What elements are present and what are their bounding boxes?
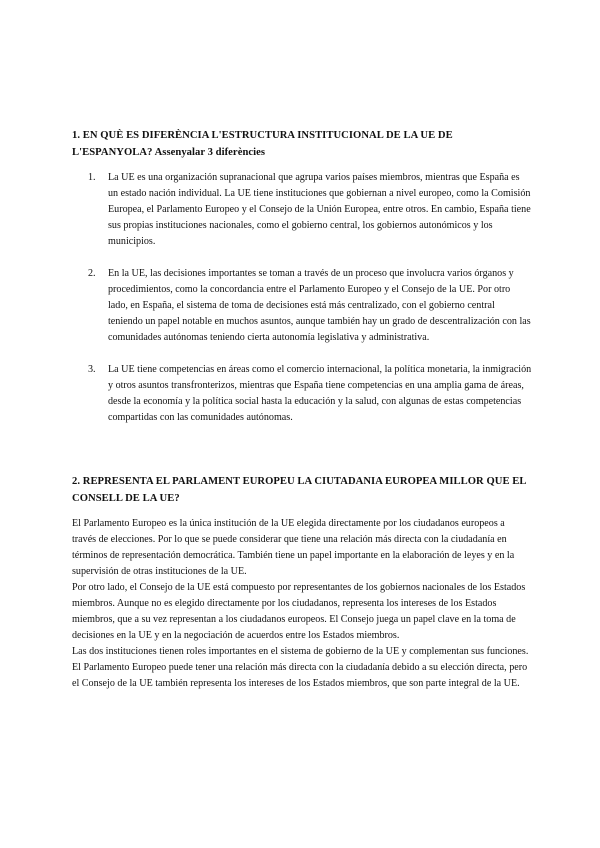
section-1-subtitle: Assenyalar 3 diferències [154, 147, 266, 158]
list-item-number: 1. [88, 172, 96, 183]
list-item-number: 2. [88, 268, 96, 279]
section-1-heading [72, 127, 530, 161]
paragraph: Las dos instituciones tienen roles importantes en el sistema de gobierno de la UE y complementan sus funciones. El Parlamento Europeo puede tener una relación más directa con la ciudadanía debido a su elección directa, pero el Consejo de la UE también representa los intereses de los Estados miembros, que son parte integral de la UE. [72, 646, 529, 689]
section-2-heading [72, 473, 530, 507]
list-item-text: La UE es una organización supranacional que agrupa varios países miembros, mientras que España es un estado nación individual. La UE tiene instituciones que gobiernan a nivel europeo, como la Comisión Europea, el Parlamento Europeo y el Consejo de la Unión Europea, entre otros. En cambio, España tiene sus propias instituciones nacionales, como el gobierno central, los gobiernos autonómicos y los municipios. [108, 172, 531, 247]
section-2-body [72, 516, 530, 692]
paragraph: Por otro lado, el Consejo de la UE está compuesto por representantes de los gobiernos nacionales de los Estados miembros. Aunque no es elegido directamente por los ciudadanos, representa los intereses de los Estados miembros, que a su vez representan a los ciudadanos europeos. El Consejo juega un papel clave en la toma de decisiones en la UE y en la negociación de acuerdos entre los Estados miembros. [72, 582, 526, 641]
list-item [72, 362, 532, 426]
list-item [72, 266, 532, 346]
paragraph: El Parlamento Europeo es la única institución de la UE elegida directamente por los ciudadanos europeos a través de elecciones. Por lo que se puede considerar que tiene una relación más directa con la ciudadanía en términos de representación democrática. También tiene un papel importante en la elaboración de leyes y en la supervisión de otras instituciones de la UE. [72, 518, 515, 577]
differences-list [72, 170, 532, 426]
section-2-title: 2. REPRESENTA EL PARLAMENT EUROPEU LA CIUTADANIA EUROPEA MILLOR QUE EL CONSELL DE LA UE? [72, 476, 526, 504]
list-item-number: 3. [88, 364, 96, 375]
section-1-title: 1. EN QUÈ ES DIFERÈNCIA L'ESTRUCTURA INSTITUCIONAL DE LA UE DE L'ESPANYOLA? [72, 130, 453, 158]
list-item-text: En la UE, las decisiones importantes se toman a través de un proceso que involucra varios órganos y procedimientos, como la concordancia entre el Parlamento Europeo y el Consejo de la UE. Por otro lado, en España, el sistema de toma de decisiones está más centralizado, con el gobierno central teniendo un papel notable en muchos asuntos, aunque también hay un grado de descentralización con las comunidades autónomas teniendo cierta autonomía legislativa y administrativa. [108, 268, 531, 343]
list-item [72, 170, 532, 250]
list-item-text: La UE tiene competencias en áreas como el comercio internacional, la política monetaria, la inmigración y otros asuntos transfronterizos, mientras que España tiene competencias en una amplia gama de áreas, desde la economía y la política social hasta la educación y la salud, con algunas de estas competencias compartidas con las comunidades autónomas. [108, 364, 532, 423]
